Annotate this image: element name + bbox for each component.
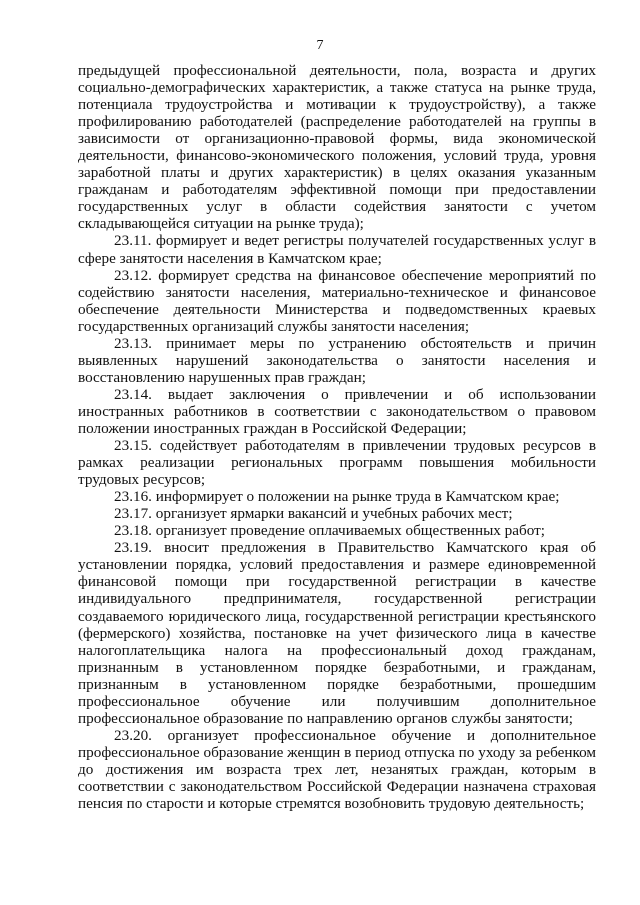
paragraph-continuation: предыдущей профессиональной деятельности, пола, возраста и других социально-демографических характеристик, а также статуса на рынке труда, потенциала трудоустройства и мотивации к трудоустройству), а также профилированию работодателей (распределение работодателей на группы в зависимости от организационно-правовой формы, вида экономической деятельности, финансово-экономического положения, условий труда, уровня заработной платы и других характеристик) в целях оказания указанным гражданам и работодателям эффективной помощи при предоставлении государственных услуг в области содействия занятости с учетом складывающейся ситуации на рынке труда);	[78, 62, 596, 233]
paragraph-23-18: 23.18. организует проведение оплачиваемых общественных работ;	[114, 522, 545, 540]
paragraph-23-12: 23.12. формирует средства на финансовое обеспечение мероприятий по содействию занятости населения, материально-техническое и финансовое обеспечение деятельности Министерства и подведомственных краевых государственных организаций службы занятости населения;	[78, 266, 596, 335]
page-number: 7	[316, 38, 324, 53]
paragraph-23-13: 23.13. принимает меры по устранению обстоятельств и причин выявленных нарушений законодательства о занятости населения и восстановлению нарушенных прав граждан;	[78, 334, 596, 386]
paragraph-23-11: 23.11. формирует и ведет регистры получателей государственных услуг в сфере занятости населения в Камчатском крае;	[78, 232, 596, 267]
paragraph-23-14: 23.14. выдает заключения о привлечении и об использовании иностранных работников в соответствии с законодательством о правовом положении иностранных граждан в Российской Федерации;	[78, 385, 596, 437]
paragraph-23-20: 23.20. организует профессиональное обучение и дополнительное профессиональное образование женщин в период отпуска по уходу за ребенком до достижения им возраста трех лет, незанятых граждан, которым в соответствии с законодательством Российской Федерации назначена страховая пенсия по старости и которые стремятся возобновить трудовую деятельность;	[78, 726, 596, 813]
document-body	[78, 62, 596, 812]
paragraph-23-16: 23.16. информирует о положении на рынке труда в Камчатском крае;	[114, 488, 560, 506]
paragraph-23-17: 23.17. организует ярмарки вакансий и учебных рабочих мест;	[114, 505, 513, 523]
paragraph-23-15: 23.15. содействует работодателям в привлечении трудовых ресурсов в рамках реализации региональных программ повышения мобильности трудовых ресурсов;	[78, 437, 596, 489]
paragraph-23-19: 23.19. вносит предложения в Правительство Камчатского края об установлении порядка, условий предоставления и размере единовременной финансовой помощи при государственной регистрации в качестве индивидуального предпринимателя, государственной регистрации создаваемого юридического лица, государственной регистрации крестьянского (фермерского) хозяйства, постановке на учет физического лица в качестве налогоплательщика налога на профессиональный доход гражданам, признанным в установленном порядке безработными, и гражданам, признанным в установленном порядке безработными, прошедшим профессиональное обучение или получившим дополнительное профессиональное образование по направлению органов службы занятости;	[78, 539, 596, 727]
